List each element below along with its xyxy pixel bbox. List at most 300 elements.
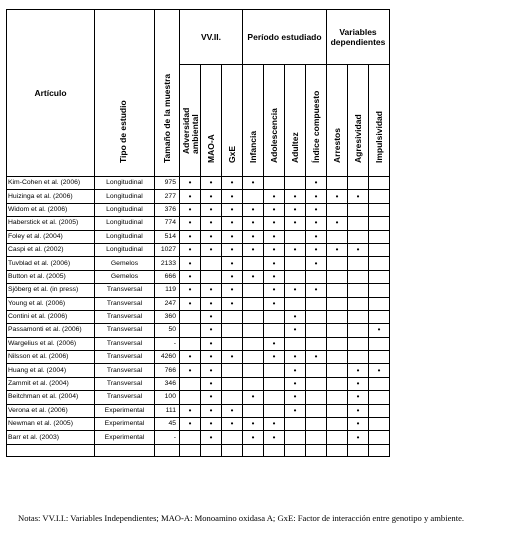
bullet-mark: •	[348, 377, 369, 390]
study-type-cell: Longitudinal	[95, 203, 155, 216]
bullet-mark: •	[180, 243, 201, 256]
bullet-mark: •	[180, 257, 201, 270]
bullet-mark: •	[348, 391, 369, 404]
column-header-inf: Infancia	[243, 65, 264, 177]
study-type-cell: Longitudinal	[95, 177, 155, 190]
bullet-mark: •	[285, 404, 306, 417]
bullet-mark: •	[348, 404, 369, 417]
bullet-mark: •	[222, 418, 243, 431]
empty-cell	[222, 377, 243, 390]
bullet-mark: •	[201, 177, 222, 190]
table-row	[7, 337, 415, 350]
empty-cell	[327, 377, 348, 390]
sample-size-cell: 360	[155, 310, 180, 323]
bullet-mark: •	[201, 337, 222, 350]
dependent-group-header: Variables dependientes	[327, 10, 390, 65]
bullet-mark: •	[243, 230, 264, 243]
table-body	[7, 177, 415, 457]
table-row	[7, 310, 415, 323]
bullet-mark: •	[201, 391, 222, 404]
empty-cell	[327, 203, 348, 216]
bullet-mark: •	[201, 351, 222, 364]
sample-size-cell: -	[155, 337, 180, 350]
sample-size-cell: 111	[155, 404, 180, 417]
empty-cell	[348, 351, 369, 364]
empty-cell	[222, 431, 243, 444]
bullet-mark: •	[201, 203, 222, 216]
table-row	[7, 243, 415, 256]
study-type-cell: Transversal	[95, 337, 155, 350]
bullet-mark: •	[264, 217, 285, 230]
sample-size-cell: 2133	[155, 257, 180, 270]
empty-cell	[180, 431, 201, 444]
empty-cell	[201, 270, 222, 283]
bullet-mark: •	[285, 391, 306, 404]
bullet-mark: •	[222, 230, 243, 243]
empty-cell	[327, 297, 348, 310]
bullet-mark: •	[243, 270, 264, 283]
empty-cell	[369, 337, 390, 350]
bullet-mark: •	[201, 431, 222, 444]
bullet-mark: •	[264, 230, 285, 243]
table-row	[7, 418, 415, 431]
table-row	[7, 364, 415, 377]
empty-row	[7, 444, 415, 456]
bullet-mark: •	[243, 243, 264, 256]
empty-cell	[285, 297, 306, 310]
empty-cell	[327, 337, 348, 350]
empty-cell	[348, 284, 369, 297]
bullet-mark: •	[180, 270, 201, 283]
article-cell: Caspi et al. (2002)	[7, 243, 95, 256]
table-row	[7, 230, 415, 243]
empty-cell	[264, 404, 285, 417]
bullet-mark: •	[180, 203, 201, 216]
article-cell: Haberstick et al. (2005)	[7, 217, 95, 230]
bullet-mark: •	[264, 431, 285, 444]
empty-cell	[369, 431, 390, 444]
empty-cell	[348, 177, 369, 190]
empty-cell	[369, 418, 390, 431]
bullet-mark: •	[306, 190, 327, 203]
bullet-mark: •	[201, 418, 222, 431]
empty-cell	[180, 391, 201, 404]
bullet-mark: •	[264, 284, 285, 297]
empty-cell	[327, 404, 348, 417]
article-cell: Beitchman et al. (2004)	[7, 391, 95, 404]
period-group-header: Período estudiado	[243, 10, 327, 65]
bullet-mark: •	[327, 243, 348, 256]
bullet-mark: •	[201, 310, 222, 323]
column-header-adv: Adversidad ambiental	[180, 65, 201, 177]
bullet-mark: •	[285, 324, 306, 337]
bullet-mark: •	[285, 203, 306, 216]
bullet-mark: •	[180, 190, 201, 203]
bullet-mark: •	[264, 418, 285, 431]
empty-cell	[348, 297, 369, 310]
empty-cell	[327, 177, 348, 190]
bullet-mark: •	[306, 243, 327, 256]
bullet-mark: •	[285, 243, 306, 256]
bullet-mark: •	[180, 217, 201, 230]
empty-cell	[369, 284, 390, 297]
sample-size-cell: -	[155, 431, 180, 444]
sample-size-cell: 666	[155, 270, 180, 283]
bullet-mark: •	[243, 203, 264, 216]
bullet-mark: •	[222, 297, 243, 310]
article-cell: Contini et al. (2006)	[7, 310, 95, 323]
empty-cell	[348, 337, 369, 350]
bullet-mark: •	[201, 190, 222, 203]
empty-cell	[327, 391, 348, 404]
table-row	[7, 177, 415, 190]
bullet-mark: •	[348, 364, 369, 377]
study-type-cell: Transversal	[95, 377, 155, 390]
empty-cell	[285, 418, 306, 431]
bullet-mark: •	[180, 297, 201, 310]
article-cell: Zammit et al. (2004)	[7, 377, 95, 390]
bullet-mark: •	[327, 217, 348, 230]
sample-size-cell: 45	[155, 418, 180, 431]
study-type-cell: Transversal	[95, 297, 155, 310]
bullet-mark: •	[180, 230, 201, 243]
bullet-mark: •	[306, 203, 327, 216]
empty-cell	[264, 310, 285, 323]
bullet-mark: •	[264, 257, 285, 270]
bullet-mark: •	[306, 230, 327, 243]
empty-cell	[306, 391, 327, 404]
empty-cell	[306, 404, 327, 417]
sample-size-cell: 514	[155, 230, 180, 243]
bullet-mark: •	[243, 217, 264, 230]
bullet-mark: •	[306, 351, 327, 364]
article-cell: Tuvblad et al. (2006)	[7, 257, 95, 270]
empty-cell	[243, 257, 264, 270]
empty-cell	[285, 270, 306, 283]
empty-cell	[243, 377, 264, 390]
bullet-mark: •	[306, 284, 327, 297]
empty-cell	[327, 351, 348, 364]
article-cell: Nilsson et al. (2006)	[7, 351, 95, 364]
empty-cell	[306, 418, 327, 431]
table-row	[7, 257, 415, 270]
bullet-mark: •	[348, 431, 369, 444]
bullet-mark: •	[285, 364, 306, 377]
sample-size-cell: 247	[155, 297, 180, 310]
bullet-mark: •	[369, 324, 390, 337]
bullet-mark: •	[264, 243, 285, 256]
bullet-mark: •	[222, 177, 243, 190]
table-row	[7, 217, 415, 230]
empty-cell	[243, 404, 264, 417]
article-cell: Foley et al. (2004)	[7, 230, 95, 243]
empty-cell	[348, 324, 369, 337]
column-header-agr: Agresividad	[348, 65, 369, 177]
bullet-mark: •	[285, 310, 306, 323]
empty-cell	[264, 391, 285, 404]
sample-size-cell: 277	[155, 190, 180, 203]
empty-cell	[348, 203, 369, 216]
bullet-mark: •	[180, 177, 201, 190]
empty-cell	[369, 257, 390, 270]
article-cell: Huang et al. (2004)	[7, 364, 95, 377]
study-type-cell: Transversal	[95, 324, 155, 337]
bullet-mark: •	[243, 418, 264, 431]
empty-cell	[369, 270, 390, 283]
sample-size-cell: 50	[155, 324, 180, 337]
bullet-mark: •	[243, 177, 264, 190]
empty-cell	[369, 203, 390, 216]
empty-cell	[369, 310, 390, 323]
empty-cell	[348, 257, 369, 270]
empty-cell	[264, 324, 285, 337]
bullet-mark: •	[222, 203, 243, 216]
empty-cell	[243, 337, 264, 350]
study-type-cell: Longitudinal	[95, 230, 155, 243]
bullet-mark: •	[264, 203, 285, 216]
empty-cell	[348, 217, 369, 230]
empty-cell	[327, 257, 348, 270]
bullet-mark: •	[348, 243, 369, 256]
empty-cell	[369, 177, 390, 190]
empty-cell	[285, 431, 306, 444]
article-cell: Wargelius et al. (2006)	[7, 337, 95, 350]
empty-cell	[327, 284, 348, 297]
empty-cell	[201, 257, 222, 270]
results-table-container	[6, 9, 415, 457]
bullet-mark: •	[243, 431, 264, 444]
bullet-mark: •	[285, 217, 306, 230]
bullet-mark: •	[222, 217, 243, 230]
study-type-cell: Transversal	[95, 351, 155, 364]
bullet-mark: •	[306, 217, 327, 230]
studies-table	[6, 9, 415, 457]
empty-cell	[222, 310, 243, 323]
bullet-mark: •	[180, 404, 201, 417]
bullet-mark: •	[201, 404, 222, 417]
article-cell: Verona et al. (2006)	[7, 404, 95, 417]
study-type-header: Tipo de estudio	[95, 10, 155, 177]
empty-cell	[369, 217, 390, 230]
table-notes: Notas: VV.I.I.: Variables Independientes; MAO-A: Monoamino oxidasa A; GxE: Factor de interacción entre genotipo y ambiente.	[18, 513, 465, 523]
empty-cell	[348, 230, 369, 243]
table-row	[7, 284, 415, 297]
bullet-mark: •	[348, 418, 369, 431]
bullet-mark: •	[222, 351, 243, 364]
empty-cell	[222, 337, 243, 350]
empty-cell	[243, 364, 264, 377]
table-row	[7, 351, 415, 364]
bullet-mark: •	[201, 297, 222, 310]
bullet-mark: •	[180, 351, 201, 364]
bullet-mark: •	[264, 297, 285, 310]
bullet-mark: •	[222, 284, 243, 297]
table-row	[7, 431, 415, 444]
empty-cell	[327, 230, 348, 243]
empty-cell	[306, 431, 327, 444]
bullet-mark: •	[222, 257, 243, 270]
table-row	[7, 324, 415, 337]
empty-cell	[264, 177, 285, 190]
study-type-cell: Transversal	[95, 391, 155, 404]
empty-cell	[348, 270, 369, 283]
empty-cell	[243, 310, 264, 323]
study-type-cell: Transversal	[95, 364, 155, 377]
bullet-mark: •	[264, 270, 285, 283]
bullet-mark: •	[264, 351, 285, 364]
table-row	[7, 377, 415, 390]
empty-cell	[264, 364, 285, 377]
empty-cell	[222, 391, 243, 404]
bullet-mark: •	[201, 284, 222, 297]
sample-size-cell: 100	[155, 391, 180, 404]
bullet-mark: •	[201, 364, 222, 377]
empty-cell	[327, 270, 348, 283]
empty-cell	[327, 310, 348, 323]
bullet-mark: •	[180, 364, 201, 377]
table-row	[7, 391, 415, 404]
bullet-mark: •	[306, 257, 327, 270]
column-header-gxe: GxE	[222, 65, 243, 177]
empty-cell	[180, 337, 201, 350]
study-type-cell: Longitudinal	[95, 217, 155, 230]
empty-cell	[285, 337, 306, 350]
vvii-group-header: VV.II.	[180, 10, 243, 65]
table-row	[7, 297, 415, 310]
empty-cell	[348, 310, 369, 323]
bullet-mark: •	[201, 230, 222, 243]
bullet-mark: •	[369, 364, 390, 377]
bullet-mark: •	[180, 418, 201, 431]
sample-size-cell: 975	[155, 177, 180, 190]
bullet-mark: •	[222, 270, 243, 283]
bullet-mark: •	[201, 377, 222, 390]
empty-cell	[222, 324, 243, 337]
empty-cell	[180, 324, 201, 337]
sample-size-cell: 1027	[155, 243, 180, 256]
empty-cell	[285, 257, 306, 270]
empty-cell	[327, 418, 348, 431]
empty-cell	[243, 190, 264, 203]
empty-cell	[180, 310, 201, 323]
study-type-cell: Longitudinal	[95, 243, 155, 256]
empty-cell	[369, 190, 390, 203]
study-type-cell: Transversal	[95, 284, 155, 297]
article-cell: Widom et al. (2006)	[7, 203, 95, 216]
empty-cell	[369, 230, 390, 243]
empty-cell	[369, 391, 390, 404]
article-header: Artículo	[7, 10, 95, 177]
bullet-mark: •	[264, 337, 285, 350]
column-header-ado: Adolescencia	[264, 65, 285, 177]
bullet-mark: •	[327, 190, 348, 203]
study-type-cell: Experimental	[95, 431, 155, 444]
bullet-mark: •	[201, 324, 222, 337]
empty-cell	[369, 297, 390, 310]
bullet-mark: •	[180, 284, 201, 297]
article-cell: Kim-Cohen et al. (2006)	[7, 177, 95, 190]
empty-cell	[243, 324, 264, 337]
sample-size-cell: 376	[155, 203, 180, 216]
bullet-mark: •	[285, 284, 306, 297]
empty-cell	[306, 364, 327, 377]
empty-cell	[243, 284, 264, 297]
empty-cell	[243, 351, 264, 364]
bullet-mark: •	[285, 190, 306, 203]
table-row	[7, 203, 415, 216]
bullet-mark: •	[243, 391, 264, 404]
bullet-mark: •	[222, 243, 243, 256]
study-type-cell: Longitudinal	[95, 190, 155, 203]
empty-cell	[327, 324, 348, 337]
study-type-cell: Transversal	[95, 310, 155, 323]
study-type-cell: Gemelos	[95, 257, 155, 270]
bullet-mark: •	[285, 377, 306, 390]
article-cell: Button et al. (2005)	[7, 270, 95, 283]
bullet-mark: •	[201, 243, 222, 256]
empty-cell	[285, 230, 306, 243]
bullet-mark: •	[264, 190, 285, 203]
study-type-cell: Gemelos	[95, 270, 155, 283]
empty-cell	[327, 431, 348, 444]
empty-cell	[306, 337, 327, 350]
article-cell: Young et al. (2006)	[7, 297, 95, 310]
empty-cell	[306, 377, 327, 390]
sample-size-cell: 766	[155, 364, 180, 377]
bullet-mark: •	[348, 190, 369, 203]
column-header-ind: Índice compuesto	[306, 65, 327, 177]
article-cell: Barr et al. (2003)	[7, 431, 95, 444]
table-row	[7, 270, 415, 283]
study-type-cell: Experimental	[95, 418, 155, 431]
bullet-mark: •	[201, 217, 222, 230]
sample-size-header: Tamaño de la muestra	[155, 10, 180, 177]
empty-cell	[327, 364, 348, 377]
sample-size-cell: 119	[155, 284, 180, 297]
article-cell: Passamonti et al. (2006)	[7, 324, 95, 337]
empty-cell	[306, 324, 327, 337]
bullet-mark: •	[306, 177, 327, 190]
empty-cell	[369, 351, 390, 364]
empty-cell	[306, 270, 327, 283]
column-header-mao: MAO-A	[201, 65, 222, 177]
column-header-arr: Arrestos	[327, 65, 348, 177]
article-cell: Sjöberg et al. (in press)	[7, 284, 95, 297]
sample-size-cell: 774	[155, 217, 180, 230]
table-row	[7, 190, 415, 203]
empty-cell	[369, 377, 390, 390]
article-cell: Huizinga et al. (2006)	[7, 190, 95, 203]
empty-cell	[180, 377, 201, 390]
empty-cell	[369, 243, 390, 256]
empty-cell	[243, 297, 264, 310]
bullet-mark: •	[285, 351, 306, 364]
table-row	[7, 404, 415, 417]
article-cell: Newman et al. (2005)	[7, 418, 95, 431]
empty-cell	[264, 377, 285, 390]
sample-size-cell: 4260	[155, 351, 180, 364]
column-header-imp: Impulsividad	[369, 65, 390, 177]
empty-cell	[285, 177, 306, 190]
bullet-mark: •	[222, 190, 243, 203]
empty-cell	[222, 364, 243, 377]
empty-cell	[306, 297, 327, 310]
study-type-cell: Experimental	[95, 404, 155, 417]
empty-cell	[369, 404, 390, 417]
column-header-adu: Adultez	[285, 65, 306, 177]
sample-size-cell: 346	[155, 377, 180, 390]
bullet-mark: •	[222, 404, 243, 417]
